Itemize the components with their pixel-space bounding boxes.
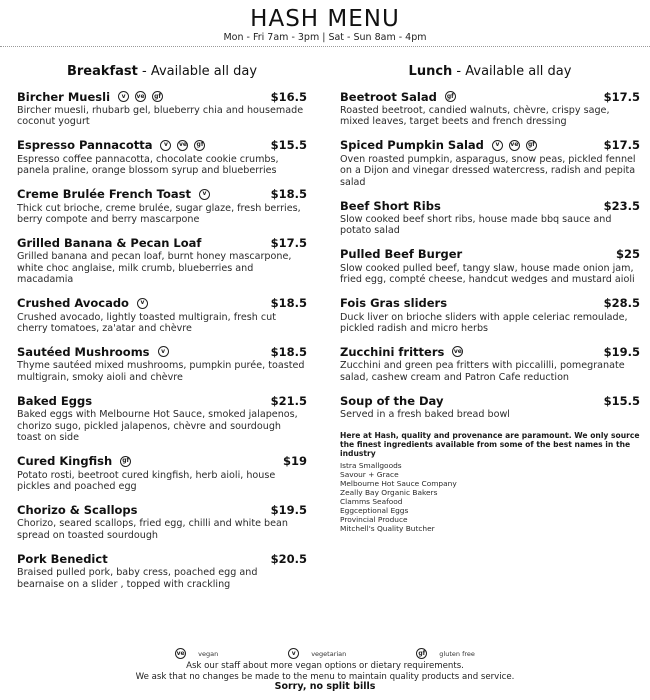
menu-item-price: $17.5 bbox=[270, 235, 307, 250]
menu-item-name: Spiced Pumpkin Salad bbox=[340, 138, 484, 153]
menu-item bbox=[17, 187, 307, 226]
dietary-legend bbox=[0, 648, 650, 659]
vegetarian-icon: v bbox=[137, 298, 148, 309]
menu-item-price: $23.5 bbox=[603, 198, 640, 213]
section-title-bold: Lunch bbox=[408, 64, 453, 79]
section-title-rest: - Available all day bbox=[452, 64, 572, 79]
dietary-icons bbox=[160, 140, 211, 151]
legend-label: gluten free bbox=[439, 649, 475, 658]
menu-item-price: $19.5 bbox=[603, 344, 640, 359]
menu-item bbox=[17, 393, 307, 443]
menu-item-header bbox=[17, 138, 307, 153]
menu-item bbox=[17, 296, 307, 335]
menu-item-name: Beetroot Salad bbox=[340, 89, 437, 104]
menu-item-price: $18.5 bbox=[270, 187, 307, 202]
dietary-icons bbox=[445, 91, 462, 102]
menu-item-name: Creme Brulée French Toast bbox=[17, 187, 191, 202]
menu-item-description: Thick cut brioche, creme brulée, sugar glaze, fresh berries, berry compote and berry mascarpone bbox=[17, 202, 301, 226]
menu-item-description: Baked eggs with Melbourne Hot Sauce, smoked jalapenos, chorizo sugo, pickled jalapenos, chèvre and sourdough toast on side bbox=[17, 409, 298, 444]
menu-item-name-wrap bbox=[340, 296, 447, 310]
supplier-item: Mitchell's Quality Butcher bbox=[340, 523, 435, 533]
vegan-icon: ve bbox=[452, 346, 463, 357]
menu-title: HASH MENU bbox=[250, 6, 400, 32]
menu-item bbox=[340, 198, 640, 237]
legend-label: vegan bbox=[198, 649, 219, 658]
dietary-icons bbox=[199, 189, 216, 200]
menu-item-price: $19.5 bbox=[270, 502, 307, 517]
no-changes-note: We ask that no changes be made to the menu to maintain quality products and service. bbox=[135, 671, 515, 682]
menu-item-name: Cured Kingfish bbox=[17, 454, 113, 468]
dietary-icons bbox=[118, 91, 169, 102]
menu-item-name-wrap bbox=[340, 90, 462, 104]
menu-item-name: Pulled Beef Burger bbox=[340, 247, 463, 262]
menu-item bbox=[340, 344, 640, 383]
dietary-note: Ask our staff about more vegan options or dietary requirements. bbox=[186, 661, 464, 671]
menu-item-name-wrap bbox=[340, 345, 469, 359]
menu-item-price: $15.5 bbox=[270, 138, 307, 153]
menu-item-header bbox=[17, 344, 307, 359]
split-bills-note: Sorry, no split bills bbox=[274, 681, 376, 692]
menu-item-price: $17.5 bbox=[603, 89, 640, 104]
menu-item-header bbox=[17, 502, 307, 517]
breakfast-section-title bbox=[17, 64, 307, 79]
vegetarian-icon: v bbox=[492, 140, 503, 151]
menu-item-name: Grilled Banana & Pecan Loaf bbox=[17, 235, 202, 250]
menu-item bbox=[340, 393, 640, 420]
legend-item bbox=[175, 648, 218, 659]
menu-item-header bbox=[340, 344, 640, 359]
menu-item-description: Thyme sautéed mixed mushrooms, pumpkin purée, toasted multigrain, smoky aioli and chèvre bbox=[17, 360, 305, 383]
legend-item bbox=[416, 648, 475, 659]
menu-item-name-wrap bbox=[340, 247, 462, 261]
menu-item bbox=[340, 247, 640, 286]
menu-item-description: Oven roasted pumpkin, asparagus, snow peas, pickled fennel on a Dijon and vinegar dressed watercress, radish and pepita salad bbox=[340, 153, 636, 188]
menu-item-price: $17.5 bbox=[603, 138, 640, 153]
menu-item-name: Bircher Muesli bbox=[17, 89, 111, 104]
dietary-icons bbox=[492, 140, 543, 151]
menu-item-header bbox=[17, 296, 307, 311]
breakfast-column bbox=[17, 64, 307, 600]
legend-item bbox=[288, 648, 346, 659]
menu-item-name-wrap bbox=[17, 138, 211, 152]
menu-item-name: Chorizo & Scallops bbox=[17, 502, 138, 517]
menu-item-price: $15.5 bbox=[603, 393, 640, 408]
supplier-item: Melbourne Hot Sauce Company bbox=[340, 478, 457, 488]
menu-item-name-wrap bbox=[17, 552, 108, 566]
menu-item-name-wrap bbox=[340, 138, 543, 152]
section-title-rest: - Available all day bbox=[137, 64, 258, 79]
menu-item bbox=[17, 551, 307, 590]
menu-header bbox=[0, 6, 650, 43]
menu-item-price: $19 bbox=[282, 454, 307, 468]
menu-item-description: Espresso coffee pannacotta, chocolate cookie crumbs, panela praline, orange blossom syrup and blueberries bbox=[17, 153, 279, 177]
menu-item-name: Baked Eggs bbox=[17, 393, 93, 408]
menu-item-description: Bircher muesli, rhubarb gel, blueberry chia and housemade coconut yogurt bbox=[17, 105, 304, 128]
vegan-icon: ve bbox=[175, 648, 186, 659]
menu-item-header bbox=[17, 551, 307, 566]
vegan-icon: ve bbox=[135, 91, 146, 102]
menu-item-description: Slow cooked beef short ribs, house made bbq sauce and potato salad bbox=[340, 214, 612, 237]
menu-item-description: Roasted beetroot, candied walnuts, chèvre, crispy sage, mixed leaves, target beets and french dressing bbox=[340, 105, 610, 128]
menu-item-name-wrap bbox=[17, 345, 175, 359]
menu-item bbox=[340, 89, 640, 128]
gluten-free-icon: gf bbox=[120, 456, 131, 467]
supplier-item: Provincial Produce bbox=[340, 514, 408, 524]
lunch-section-title bbox=[340, 64, 640, 79]
supplier-item: Istra Smallgoods bbox=[340, 460, 402, 470]
vegetarian-icon: v bbox=[160, 140, 171, 151]
vegetarian-icon: v bbox=[158, 346, 169, 357]
menu-item-header bbox=[17, 454, 307, 469]
menu-item-description: Grilled banana and pecan loaf, burnt honey mascarpone, white choc anglaise, milk crumb, blueberries and macadamia bbox=[17, 251, 292, 286]
menu-item-header bbox=[340, 393, 640, 408]
menu-item-header bbox=[17, 393, 307, 408]
menu-item-header bbox=[340, 138, 640, 153]
menu-item-header bbox=[17, 89, 307, 104]
menu-item-description: Slow cooked pulled beef, tangy slaw, house made onion jam, fried egg, compté cheese, handcut wedges and mustard aioli bbox=[340, 262, 635, 286]
gluten-free-icon: gf bbox=[445, 91, 456, 102]
vegetarian-icon: v bbox=[118, 91, 129, 102]
menu-item-description: Braised pulled pork, baby cress, poached egg and bearnaise on a slider , topped with crackling bbox=[17, 567, 258, 590]
gluten-free-icon: gf bbox=[152, 91, 163, 102]
menu-item-price: $28.5 bbox=[603, 296, 640, 311]
opening-hours: Mon - Fri 7am - 3pm | Sat - Sun 8am - 4pm bbox=[223, 32, 427, 43]
supplier-item: Clamms Seafood bbox=[340, 496, 403, 506]
menu-item bbox=[17, 235, 307, 285]
breakfast-items bbox=[17, 89, 307, 590]
menu-item-price: $21.5 bbox=[270, 393, 307, 408]
dietary-icons bbox=[137, 298, 154, 309]
supplier-list bbox=[340, 461, 640, 533]
gluten-free-icon: gf bbox=[416, 648, 427, 659]
menu-item-header bbox=[17, 187, 307, 202]
menu-item-price: $16.5 bbox=[270, 89, 307, 104]
vegan-icon: ve bbox=[509, 140, 520, 151]
section-title-bold: Breakfast bbox=[66, 64, 138, 79]
dietary-icons bbox=[120, 456, 137, 467]
menu-item-description: Crushed avocado, lightly toasted multigrain, fresh cut cherry tomatoes, za'atar and chèvre bbox=[17, 311, 276, 335]
supplier-item: Eggceptional Eggs bbox=[340, 505, 409, 515]
menu-item-name: Crushed Avocado bbox=[17, 296, 129, 311]
menu-item-price: $20.5 bbox=[270, 551, 307, 566]
menu-item-name-wrap bbox=[17, 90, 169, 104]
menu-item bbox=[17, 89, 307, 128]
menu-footer bbox=[0, 661, 650, 693]
menu-item-price: $18.5 bbox=[270, 296, 307, 311]
menu-item-name: Pork Benedict bbox=[17, 551, 108, 566]
menu-item-name-wrap bbox=[17, 454, 137, 468]
legend-label: vegetarian bbox=[311, 649, 347, 658]
supplier-item: Zeally Bay Organic Bakers bbox=[340, 487, 438, 497]
menu-item-header bbox=[340, 198, 640, 213]
menu-item-name: Sautéed Mushrooms bbox=[17, 344, 150, 359]
menu-item-price: $18.5 bbox=[270, 344, 307, 359]
menu-item-name-wrap bbox=[340, 394, 443, 408]
vegetarian-icon: v bbox=[199, 189, 210, 200]
dietary-icons bbox=[452, 346, 469, 357]
menu-item bbox=[17, 502, 307, 541]
menu-item bbox=[340, 296, 640, 335]
gluten-free-icon: gf bbox=[526, 140, 537, 151]
menu-item bbox=[17, 344, 307, 383]
vegetarian-icon: v bbox=[288, 648, 299, 659]
provenance-statement: Here at Hash, quality and provenance are paramount. We only source the finest ingredients available from some of the best names in the industry bbox=[340, 430, 640, 458]
menu-item bbox=[17, 454, 307, 493]
gluten-free-icon: gf bbox=[194, 140, 205, 151]
menu-item-description: Served in a fresh baked bread bowl bbox=[340, 409, 510, 421]
menu-item-name-wrap bbox=[340, 199, 441, 213]
menu-item-description: Chorizo, seared scallops, fried egg, chilli and white bean spread on toasted sourdough bbox=[17, 518, 288, 541]
menu-item-name-wrap bbox=[17, 187, 216, 201]
menu-item-name-wrap bbox=[17, 503, 138, 517]
menu-item-name-wrap bbox=[17, 394, 92, 408]
menu-item-description: Potato rosti, beetroot cured kingfish, herb aioli, house pickles and poached egg bbox=[17, 469, 276, 492]
menu-item-name-wrap bbox=[17, 236, 201, 250]
header-divider bbox=[0, 46, 650, 47]
menu-item-description: Duck liver on brioche sliders with apple celeriac remoulade, pickled radish and micro herbs bbox=[340, 311, 628, 335]
dietary-icons bbox=[158, 346, 175, 357]
menu-item-name-wrap bbox=[17, 296, 154, 310]
menu-item-description: Zucchini and green pea fritters with piccalilli, pomegranate salad, cashew cream and Patron Cafe reduction bbox=[340, 360, 625, 383]
menu-item-header bbox=[340, 89, 640, 104]
menu-item-header bbox=[340, 247, 640, 262]
menu-item-name: Espresso Pannacotta bbox=[17, 138, 153, 153]
menu-item bbox=[17, 138, 307, 177]
menu-item bbox=[340, 138, 640, 188]
menu-item-name: Soup of the Day bbox=[340, 393, 444, 408]
menu-item-header bbox=[340, 296, 640, 311]
menu-item-price: $25 bbox=[615, 247, 640, 262]
menu-item-name: Fois Gras sliders bbox=[340, 296, 448, 311]
supplier-item: Savour + Grace bbox=[340, 469, 399, 479]
lunch-column bbox=[340, 64, 640, 533]
menu-item-name: Beef Short Ribs bbox=[340, 198, 441, 213]
vegan-icon: ve bbox=[177, 140, 188, 151]
menu-item-name: Zucchini fritters bbox=[340, 344, 445, 359]
menu-item-header bbox=[17, 235, 307, 250]
lunch-items bbox=[340, 89, 640, 421]
